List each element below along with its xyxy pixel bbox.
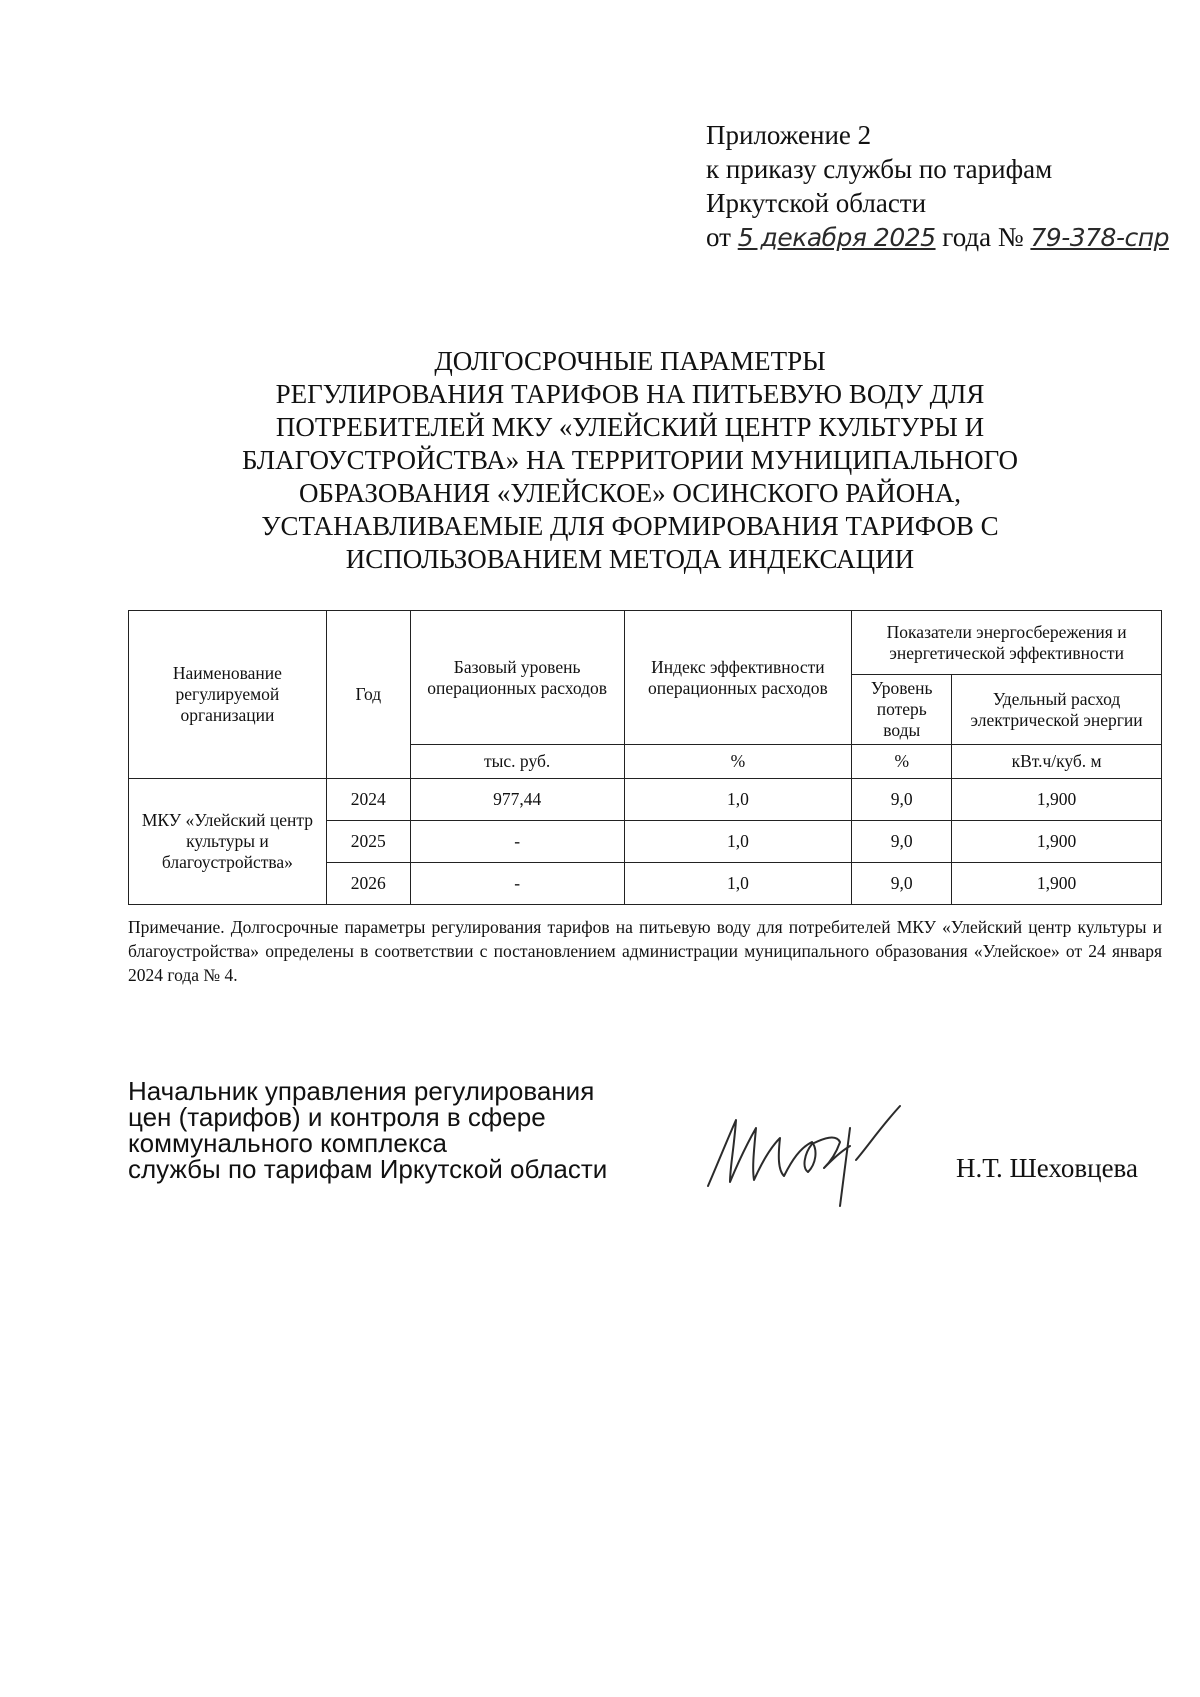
org-name-cell: МКУ «Улейский центр культуры и благоустройства» bbox=[129, 779, 327, 905]
title-line: ОБРАЗОВАНИЯ «УЛЕЙСКОЕ» ОСИНСКОГО РАЙОНА, bbox=[298, 478, 962, 508]
table-row bbox=[129, 779, 1162, 821]
position-line: цен (тарифов) и контроля в сфере bbox=[128, 1102, 546, 1132]
appendix-order-line bbox=[706, 220, 1176, 255]
unit-water-loss: % bbox=[852, 745, 952, 779]
unit-efficiency-index: % bbox=[624, 745, 852, 779]
title-line: БЛАГОУСТРОЙСТВА» НА ТЕРРИТОРИИ МУНИЦИПАЛЬНОГО bbox=[241, 445, 1019, 475]
handwritten-date: 5 декабря 2025 bbox=[737, 223, 936, 252]
title-line: ДОЛГОСРОЧНЫЕ ПАРАМЕТРЫ bbox=[434, 346, 826, 376]
handwritten-order-number: 79-378-спр bbox=[1030, 223, 1169, 252]
year-cell: 2026 bbox=[326, 863, 410, 905]
position-line: службы по тарифам Иркутской области bbox=[128, 1154, 608, 1184]
signatory-position bbox=[128, 1078, 648, 1182]
unit-specific-consumption: кВт.ч/куб. м bbox=[952, 745, 1162, 779]
unit-base-level: тыс. руб. bbox=[410, 745, 624, 779]
header-energy-group: Показатели энергосбережения и энергетической эффективности bbox=[852, 611, 1162, 675]
specific-consumption-cell: 1,900 bbox=[952, 863, 1162, 905]
year-cell: 2024 bbox=[326, 779, 410, 821]
position-line: Начальник управления регулирования bbox=[128, 1076, 595, 1106]
water-loss-cell: 9,0 bbox=[852, 821, 952, 863]
position-line: коммунального комплекса bbox=[128, 1128, 447, 1158]
title-line: ИСПОЛЬЗОВАНИЕМ МЕТОДА ИНДЕКСАЦИИ bbox=[345, 544, 915, 574]
appendix-line-2: к приказу службы по тарифам bbox=[706, 154, 1053, 184]
document-title bbox=[230, 345, 1030, 576]
header-efficiency-index: Индекс эффективности операционных расходов bbox=[624, 611, 852, 745]
base-level-cell: - bbox=[410, 821, 624, 863]
header-specific-consumption: Удельный расход электрической энергии bbox=[952, 675, 1162, 745]
appendix-header bbox=[706, 118, 1176, 255]
efficiency-index-cell: 1,0 bbox=[624, 821, 852, 863]
signatory-name: Н.Т. Шеховцева bbox=[956, 1153, 1138, 1183]
header-water-loss: Уровень потерь воды bbox=[852, 675, 952, 745]
efficiency-index-cell: 1,0 bbox=[624, 779, 852, 821]
year-cell: 2025 bbox=[326, 821, 410, 863]
table-note: Примечание. Долгосрочные параметры регулирования тарифов на питьевую воду для потребителей МКУ «Улейский центр культуры и благоустройства» определены в соответствии с постановлением администрации муниципального образования «Улейское» от 24 января 2024 года № 4. bbox=[128, 917, 1162, 985]
parameters-table bbox=[128, 610, 1162, 905]
appendix-line-1: Приложение 2 bbox=[706, 120, 872, 150]
title-line: ПОТРЕБИТЕЛЕЙ МКУ «УЛЕЙСКИЙ ЦЕНТР КУЛЬТУРЫ И bbox=[275, 412, 985, 442]
year-number-label: года № bbox=[942, 222, 1024, 252]
header-org: Наименование регулируемой организации bbox=[129, 611, 327, 779]
specific-consumption-cell: 1,900 bbox=[952, 821, 1162, 863]
water-loss-cell: 9,0 bbox=[852, 779, 952, 821]
appendix-line-3: Иркутской области bbox=[706, 188, 927, 218]
title-line: РЕГУЛИРОВАНИЯ ТАРИФОВ НА ПИТЬЕВУЮ ВОДУ ДЛЯ bbox=[275, 379, 985, 409]
header-base-level: Базовый уровень операционных расходов bbox=[410, 611, 624, 745]
base-level-cell: 977,44 bbox=[410, 779, 624, 821]
from-label: от bbox=[706, 222, 731, 252]
base-level-cell: - bbox=[410, 863, 624, 905]
efficiency-index-cell: 1,0 bbox=[624, 863, 852, 905]
water-loss-cell: 9,0 bbox=[852, 863, 952, 905]
specific-consumption-cell: 1,900 bbox=[952, 779, 1162, 821]
header-year: Год bbox=[326, 611, 410, 779]
handwritten-signature bbox=[700, 1098, 960, 1208]
title-line: УСТАНАВЛИВАЕМЫЕ ДЛЯ ФОРМИРОВАНИЯ ТАРИФОВ С bbox=[261, 511, 999, 541]
